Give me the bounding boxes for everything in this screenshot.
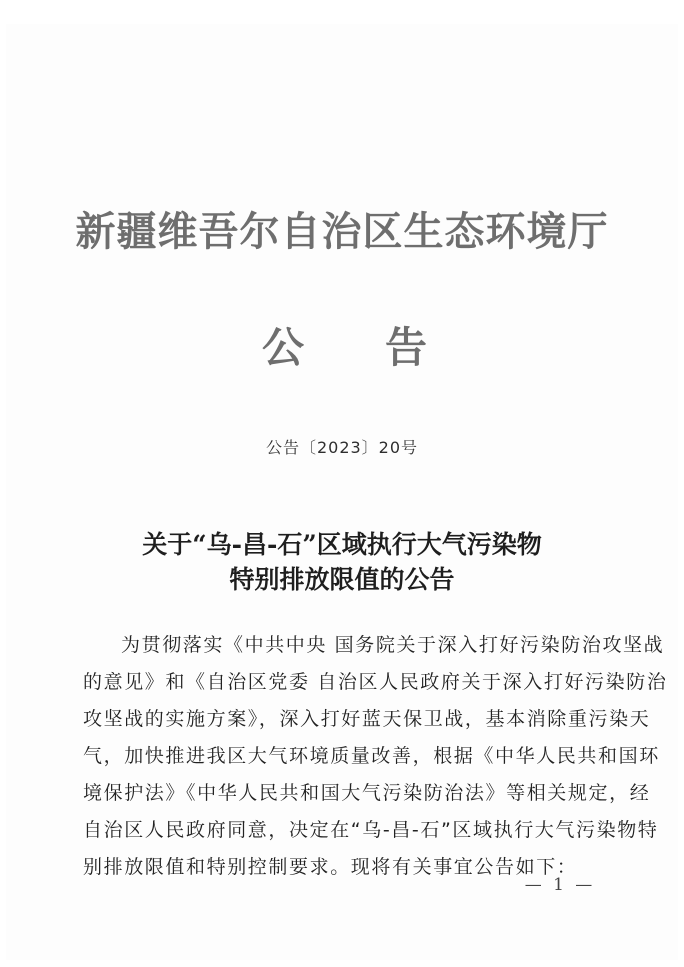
notice-heading — [0, 322, 684, 374]
body-line: 别排放限值和特别控制要求。现将有关事宜公告如下： — [83, 856, 578, 878]
page-number: — 1 — — [524, 875, 596, 895]
body-line: 的意见》和《自治区党委 自治区人民政府关于深入打好污染防治 — [83, 671, 668, 693]
body-line: 气，加快推进我区大气环境质量改善，根据《中华人民共和国环 — [83, 745, 660, 767]
body-line: 境保护法》《中华人民共和国大气污染防治法》等相关规定，经 — [83, 782, 651, 804]
notice-heading-char-1: 公 — [262, 323, 305, 372]
subject-title-line-1: 关于“乌-昌-石”区域执行大气污染物 — [142, 530, 542, 559]
body-paragraph — [83, 627, 668, 886]
subject-title — [0, 527, 684, 597]
document-number: 公告〔2023〕20号 — [265, 438, 419, 457]
body-line: 自治区人民政府同意，决定在“乌-昌-石”区域执行大气污染物特 — [83, 819, 659, 841]
body-line: 为贯彻落实《中共中央 国务院关于深入打好污染防治攻坚战 — [121, 634, 665, 656]
notice-heading-char-2: 告 — [385, 323, 428, 372]
subject-title-line-2: 特别排放限值的公告 — [229, 565, 455, 594]
body-line: 攻坚战的实施方案》，深入打好蓝天保卫战，基本消除重污染天 — [83, 708, 651, 730]
issuer-title: 新疆维吾尔自治区生态环境厅 — [75, 208, 609, 255]
